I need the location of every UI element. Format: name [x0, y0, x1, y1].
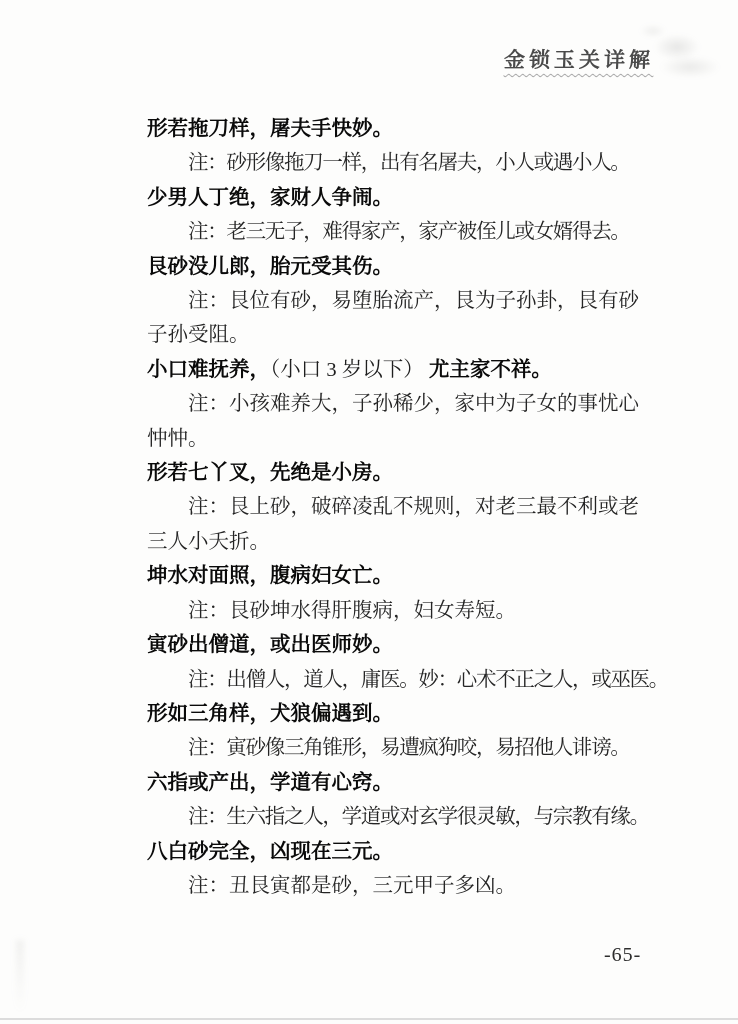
text-segment: 注：艮砂坤水得肝腹病，妇女寿短。 [188, 599, 516, 622]
page-number: -65- [604, 944, 642, 966]
note-paragraph [147, 387, 659, 456]
text-segment: 注：小孩难养大，子孙稀少，家中为子女的事忧心忡忡。 [147, 393, 639, 450]
text-segment: 注：寅砂像三角锥形，易遭疯狗咬，易招他人诽谤。 [188, 737, 630, 760]
ink-smudge [654, 34, 700, 60]
note-paragraph [147, 146, 659, 180]
scan-bottom-edge [0, 1018, 738, 1020]
note-paragraph [147, 490, 659, 559]
note-paragraph [147, 869, 659, 903]
note-paragraph [147, 594, 659, 628]
page-content [147, 112, 668, 903]
text-segment: 艮砂没儿郎，胎元受其伤。 [147, 255, 393, 278]
ink-smudge [660, 56, 720, 78]
text-segment: 注：艮上砂，破碎凌乱不规则，对老三最不利或老三人小夭折。 [147, 496, 639, 553]
text-segment: 八白砂完全，凶现在三元。 [147, 840, 393, 863]
verse-heading [147, 559, 659, 593]
text-segment: 形若拖刀样，屠夫手快妙。 [147, 118, 393, 140]
text-segment: 注：丑艮寅都是砂，三元甲子多凶。 [188, 874, 516, 897]
ink-smudge [640, 24, 666, 38]
verse-heading [147, 181, 659, 215]
verse-heading [147, 112, 659, 146]
verse-heading [147, 456, 659, 490]
scan-edge-smudge [16, 940, 24, 1012]
text-segment: 注：砂形像拖刀一样，出有名屠夫，小人或遇小人。 [188, 152, 630, 175]
verse-heading [147, 353, 659, 387]
verse-heading [147, 697, 659, 731]
text-segment: 注：生六指之人，学道或对玄学很灵敏，与宗教有缘。 [188, 806, 649, 829]
text-segment: 注：老三无子，难得家产，家产被侄儿或女婿得去。 [188, 221, 630, 244]
text-segment: 注：出僧人，道人，庸医。妙：心术不正之人，或巫医。 [188, 668, 668, 691]
running-head-title: 金锁玉关详解 [503, 48, 655, 72]
note-paragraph [147, 663, 668, 697]
verse-heading [147, 835, 659, 869]
text-segment: （小口 3 岁以下） [270, 358, 424, 381]
text-segment: 形如三角样，犬狼偏遇到。 [147, 702, 393, 725]
verse-heading [147, 766, 659, 800]
text-segment: 寅砂出僧道，或出医师妙。 [147, 634, 393, 657]
text-segment: 小口难抚养， [147, 358, 270, 381]
text-segment: 形若七丫叉，先绝是小房。 [147, 462, 393, 485]
text-segment: 尤主家不祥。 [423, 358, 552, 381]
verse-heading [147, 628, 659, 662]
text-segment: 坤水对面照，腹病妇女亡。 [147, 565, 393, 588]
verse-heading [147, 250, 659, 284]
text-segment: 六指或产出，学道有心窍。 [147, 771, 393, 794]
note-paragraph [147, 284, 659, 353]
note-paragraph [147, 800, 659, 834]
text-segment: 少男人丁绝，家财人争闹。 [147, 186, 393, 209]
text-segment: 注：艮位有砂，易堕胎流产，艮为子孙卦，艮有砂子孙受阻。 [147, 290, 639, 347]
note-paragraph [147, 215, 659, 249]
note-paragraph [147, 731, 659, 765]
